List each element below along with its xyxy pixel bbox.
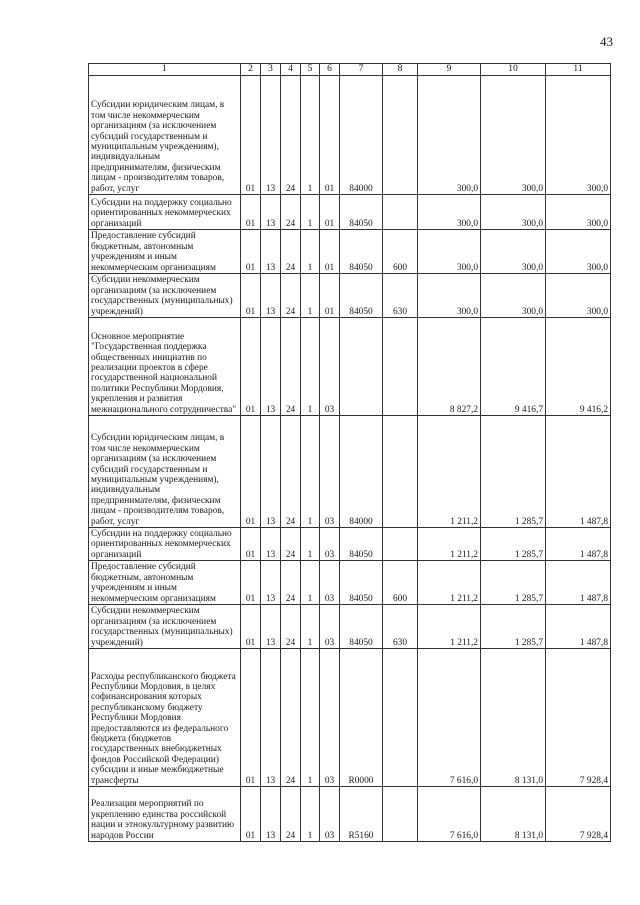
cell-code: 03: [320, 528, 340, 561]
cell-amount: 300,0: [481, 230, 546, 274]
table-row: [89, 649, 611, 787]
cell-code: 24: [281, 195, 301, 230]
header-col-5: 5: [301, 64, 320, 76]
cell-amount: 300,0: [546, 230, 611, 274]
cell-code: 1: [301, 76, 320, 195]
cell-amount: 1 285,7: [481, 605, 546, 649]
row-name: Реализация мероприятий по укреплению единства российской нации и этнокультурному развитию народов России: [89, 787, 241, 842]
cell-code: 1: [301, 787, 320, 842]
cell-code: 13: [261, 787, 281, 842]
cell-amount: 7 928,4: [546, 649, 611, 787]
cell-amount: 1 487,8: [546, 416, 611, 528]
header-col-1: 1: [89, 64, 241, 76]
cell-code: 03: [320, 787, 340, 842]
cell-code: 01: [320, 230, 340, 274]
cell-amount: 1 211,2: [418, 416, 481, 528]
cell-code: 01: [241, 416, 261, 528]
cell-code: 01: [241, 230, 261, 274]
cell-code: 03: [320, 605, 340, 649]
cell-code: 24: [281, 230, 301, 274]
cell-amount: 1 285,7: [481, 528, 546, 561]
cell-code: [383, 76, 418, 195]
table-row: [89, 318, 611, 416]
cell-amount: 8 827,2: [418, 318, 481, 416]
header-col-9: 9: [418, 64, 481, 76]
cell-code: [383, 528, 418, 561]
header-col-7: 7: [340, 64, 383, 76]
row-name: Субсидии некоммерческим организациям (за исключением государственных (муниципальных) учреждений): [89, 274, 241, 318]
cell-amount: 300,0: [546, 274, 611, 318]
cell-code: [383, 649, 418, 787]
cell-code: R5160: [340, 787, 383, 842]
table-row: [89, 76, 611, 195]
cell-code: 03: [320, 416, 340, 528]
cell-code: 01: [320, 195, 340, 230]
table-row: [89, 416, 611, 528]
cell-code: 1: [301, 649, 320, 787]
row-name: Субсидии юридическим лицам, в том числе некоммерческим организациям (за исключением субсидий государственным и муниципальным учреждениям), индивидуальным предпринимателям, физическим лицам - производителям товаров, работ, услуг: [89, 76, 241, 195]
cell-code: 1: [301, 195, 320, 230]
header-col-8: 8: [383, 64, 418, 76]
cell-amount: 300,0: [481, 76, 546, 195]
cell-code: 03: [320, 318, 340, 416]
table-row: [89, 787, 611, 842]
cell-code: 1: [301, 318, 320, 416]
cell-code: 24: [281, 274, 301, 318]
cell-amount: 1 285,7: [481, 416, 546, 528]
cell-code: 24: [281, 787, 301, 842]
cell-amount: 300,0: [481, 274, 546, 318]
cell-amount: 8 131,0: [481, 649, 546, 787]
cell-amount: 300,0: [546, 76, 611, 195]
cell-code: 01: [241, 649, 261, 787]
row-name: Предоставление субсидий бюджетным, автономным учреждениям и иным некоммерческим организациям: [89, 230, 241, 274]
cell-code: 1: [301, 416, 320, 528]
cell-code: 03: [320, 649, 340, 787]
cell-code: 13: [261, 76, 281, 195]
row-name: Субсидии некоммерческим организациям (за исключением государственных (муниципальных) учреждений): [89, 605, 241, 649]
cell-code: 600: [383, 561, 418, 605]
cell-code: 03: [320, 561, 340, 605]
cell-code: 24: [281, 416, 301, 528]
row-name: Предоставление субсидий бюджетным, автономным учреждениям и иным некоммерческим организациям: [89, 561, 241, 605]
cell-code: 01: [241, 318, 261, 416]
header-col-2: 2: [241, 64, 261, 76]
cell-code: 84050: [340, 528, 383, 561]
cell-amount: 9 416,7: [481, 318, 546, 416]
cell-amount: 1 487,8: [546, 605, 611, 649]
cell-amount: 300,0: [418, 76, 481, 195]
cell-code: 24: [281, 649, 301, 787]
cell-amount: 300,0: [546, 195, 611, 230]
cell-code: 84050: [340, 230, 383, 274]
cell-amount: 1 211,2: [418, 605, 481, 649]
cell-code: 24: [281, 318, 301, 416]
cell-amount: 1 211,2: [418, 561, 481, 605]
cell-code: 84000: [340, 76, 383, 195]
cell-code: 13: [261, 416, 281, 528]
cell-code: 01: [241, 605, 261, 649]
cell-code: 01: [241, 76, 261, 195]
cell-amount: 1 211,2: [418, 528, 481, 561]
cell-code: 24: [281, 605, 301, 649]
row-name: Субсидии на поддержку социально ориентированных некоммерческих организаций: [89, 528, 241, 561]
cell-code: 13: [261, 230, 281, 274]
row-name: Субсидии юридическим лицам, в том числе некоммерческим организациям (за исключением субсидий государственным и муниципальным учреждениям), индивидуальным предпринимателям, физическим лицам - производителям товаров, работ, услуг: [89, 416, 241, 528]
cell-code: 13: [261, 528, 281, 561]
cell-code: 1: [301, 274, 320, 318]
header-col-11: 11: [546, 64, 611, 76]
cell-code: 600: [383, 230, 418, 274]
cell-code: [383, 318, 418, 416]
cell-code: 01: [320, 274, 340, 318]
cell-code: 24: [281, 76, 301, 195]
cell-code: 01: [241, 787, 261, 842]
cell-code: 13: [261, 195, 281, 230]
header-col-6: 6: [320, 64, 340, 76]
header-row: [89, 64, 611, 76]
page-number: 43: [600, 34, 613, 49]
cell-code: 630: [383, 605, 418, 649]
cell-amount: 1 285,7: [481, 561, 546, 605]
cell-code: 01: [241, 274, 261, 318]
cell-code: 1: [301, 605, 320, 649]
cell-code: 01: [241, 561, 261, 605]
table-row: [89, 605, 611, 649]
row-name: Расходы республиканского бюджета Республики Мордовия, в целях софинансирования которых республиканскому бюджету Республики Мордовия предоставляются из федерального бюджета (бюджетов государственных внебюджетных фондов Российской Федерации) субсидии и иные межбюджетные трансферты: [89, 649, 241, 787]
cell-amount: 8 131,0: [481, 787, 546, 842]
row-name: Основное мероприятие "Государственная поддержка общественных инициатив по реализации проектов в сфере государственной национальной политики Республики Мордовия, укрепления и развития межнационального сотрудничества": [89, 318, 241, 416]
cell-code: 13: [261, 649, 281, 787]
cell-amount: 1 487,8: [546, 528, 611, 561]
cell-code: 1: [301, 528, 320, 561]
cell-amount: 300,0: [481, 195, 546, 230]
table-row: [89, 561, 611, 605]
cell-code: 13: [261, 605, 281, 649]
cell-code: 24: [281, 528, 301, 561]
cell-amount: 1 487,8: [546, 561, 611, 605]
cell-code: 13: [261, 561, 281, 605]
cell-amount: 7 616,0: [418, 649, 481, 787]
cell-code: [340, 318, 383, 416]
cell-amount: 300,0: [418, 230, 481, 274]
header-col-3: 3: [261, 64, 281, 76]
table-row: [89, 230, 611, 274]
cell-code: R0000: [340, 649, 383, 787]
cell-amount: 300,0: [418, 274, 481, 318]
cell-code: 84000: [340, 416, 383, 528]
cell-code: 630: [383, 274, 418, 318]
cell-code: 01: [320, 76, 340, 195]
cell-code: [383, 787, 418, 842]
cell-code: 13: [261, 274, 281, 318]
header-col-10: 10: [481, 64, 546, 76]
header-col-4: 4: [281, 64, 301, 76]
cell-amount: 9 416,2: [546, 318, 611, 416]
cell-code: 01: [241, 195, 261, 230]
budget-table: [88, 63, 611, 842]
cell-code: [383, 195, 418, 230]
cell-code: 84050: [340, 274, 383, 318]
cell-code: 1: [301, 561, 320, 605]
cell-code: 01: [241, 528, 261, 561]
cell-amount: 300,0: [418, 195, 481, 230]
cell-amount: 7 616,0: [418, 787, 481, 842]
cell-code: 13: [261, 318, 281, 416]
cell-code: 84050: [340, 561, 383, 605]
cell-code: 1: [301, 230, 320, 274]
cell-code: 84050: [340, 195, 383, 230]
cell-code: 84050: [340, 605, 383, 649]
table-row: [89, 528, 611, 561]
row-name: Субсидии на поддержку социально ориентированных некоммерческих организаций: [89, 195, 241, 230]
table-row: [89, 274, 611, 318]
cell-code: [383, 416, 418, 528]
cell-amount: 7 928,4: [546, 787, 611, 842]
table-row: [89, 195, 611, 230]
cell-code: 24: [281, 561, 301, 605]
